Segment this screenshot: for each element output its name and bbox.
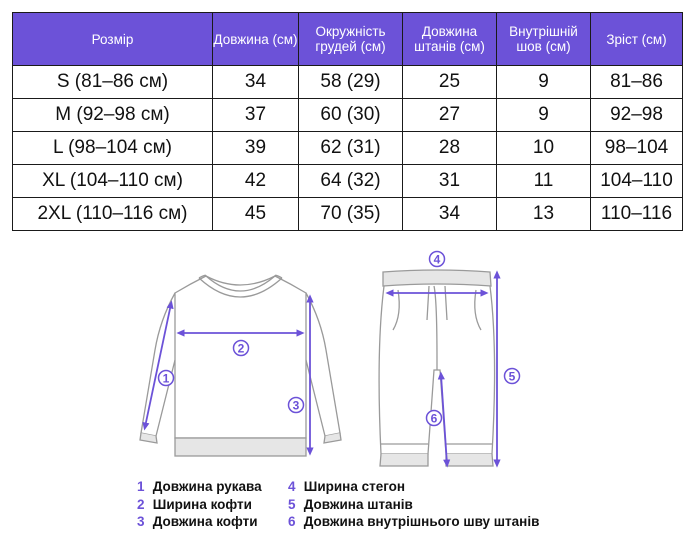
marker-5	[505, 369, 520, 384]
cell: 31	[403, 165, 497, 198]
legend-label: Ширина стегон	[303, 479, 406, 494]
legend-item	[288, 513, 539, 531]
legend-number: 2	[137, 496, 145, 512]
cell: 34	[403, 198, 497, 231]
cell: S (81–86 см)	[13, 66, 213, 99]
pants-illustration	[379, 270, 494, 466]
svg-text:6: 6	[430, 411, 438, 426]
legend-label: Довжина штанів	[303, 496, 413, 512]
cell: XL (104–110 см)	[13, 165, 213, 198]
table-row	[13, 165, 683, 198]
table-row	[13, 99, 683, 132]
legend-left	[137, 478, 262, 531]
marker-6	[427, 411, 442, 426]
cell: 13	[497, 198, 591, 231]
table-row	[13, 66, 683, 99]
legend-item	[288, 496, 539, 514]
cell: 62 (31)	[299, 132, 403, 165]
svg-text:2: 2	[237, 341, 245, 356]
cell: 60 (30)	[299, 99, 403, 132]
header-inseam: Внутрішній шов (см)	[497, 13, 591, 66]
table-header-row	[13, 13, 683, 66]
legend-number: 4	[288, 479, 296, 494]
cell: 92–98	[591, 99, 683, 132]
header-size: Розмір	[13, 13, 213, 66]
cell: 2XL (110–116 см)	[13, 198, 213, 231]
legend-number: 1	[137, 479, 145, 494]
svg-text:5: 5	[508, 369, 516, 384]
measure-sleeve-line	[145, 304, 171, 427]
legend-item	[137, 478, 262, 496]
cell: 27	[403, 99, 497, 132]
cell: 64 (32)	[299, 165, 403, 198]
legend-item	[288, 478, 539, 496]
svg-text:4: 4	[433, 252, 441, 267]
cell: 11	[497, 165, 591, 198]
cell: 104–110	[591, 165, 683, 198]
cell: 58 (29)	[299, 66, 403, 99]
cell: 81–86	[591, 66, 683, 99]
legend-label: Ширина кофти	[152, 496, 252, 512]
marker-2	[234, 341, 249, 356]
marker-1	[159, 371, 174, 386]
legend-item	[137, 513, 262, 531]
marker-4	[430, 252, 445, 267]
header-length: Довжина (см)	[213, 13, 299, 66]
legend-label: Довжина рукава	[152, 479, 262, 494]
cell: 98–104	[591, 132, 683, 165]
legend-label: Довжина внутрішнього шву штанів	[303, 514, 540, 529]
cell: M (92–98 см)	[13, 99, 213, 132]
cell: 25	[403, 66, 497, 99]
legend-number: 6	[288, 514, 296, 529]
header-height: Зріст (см)	[591, 13, 683, 66]
cell: 9	[497, 66, 591, 99]
cell: 37	[213, 99, 299, 132]
marker-3	[289, 398, 304, 413]
header-pants-length: Довжина штанів (см)	[403, 13, 497, 66]
measurement-diagram	[0, 240, 693, 475]
cell: L (98–104 см)	[13, 132, 213, 165]
cell: 110–116	[591, 198, 683, 231]
cell: 70 (35)	[299, 198, 403, 231]
legend-number: 5	[288, 496, 296, 512]
cell: 39	[213, 132, 299, 165]
svg-text:1: 1	[162, 371, 170, 386]
legend-label: Довжина кофти	[152, 514, 258, 529]
size-table	[12, 12, 683, 231]
table-row	[13, 132, 683, 165]
legend-number: 3	[137, 514, 145, 529]
cell: 28	[403, 132, 497, 165]
cell: 42	[213, 165, 299, 198]
cell: 34	[213, 66, 299, 99]
table-row	[13, 198, 683, 231]
legend-right	[288, 478, 539, 531]
legend-item	[137, 496, 262, 514]
svg-text:3: 3	[292, 398, 300, 413]
cell: 10	[497, 132, 591, 165]
cell: 9	[497, 99, 591, 132]
cell: 45	[213, 198, 299, 231]
header-chest: Окружність грудей (см)	[299, 13, 403, 66]
